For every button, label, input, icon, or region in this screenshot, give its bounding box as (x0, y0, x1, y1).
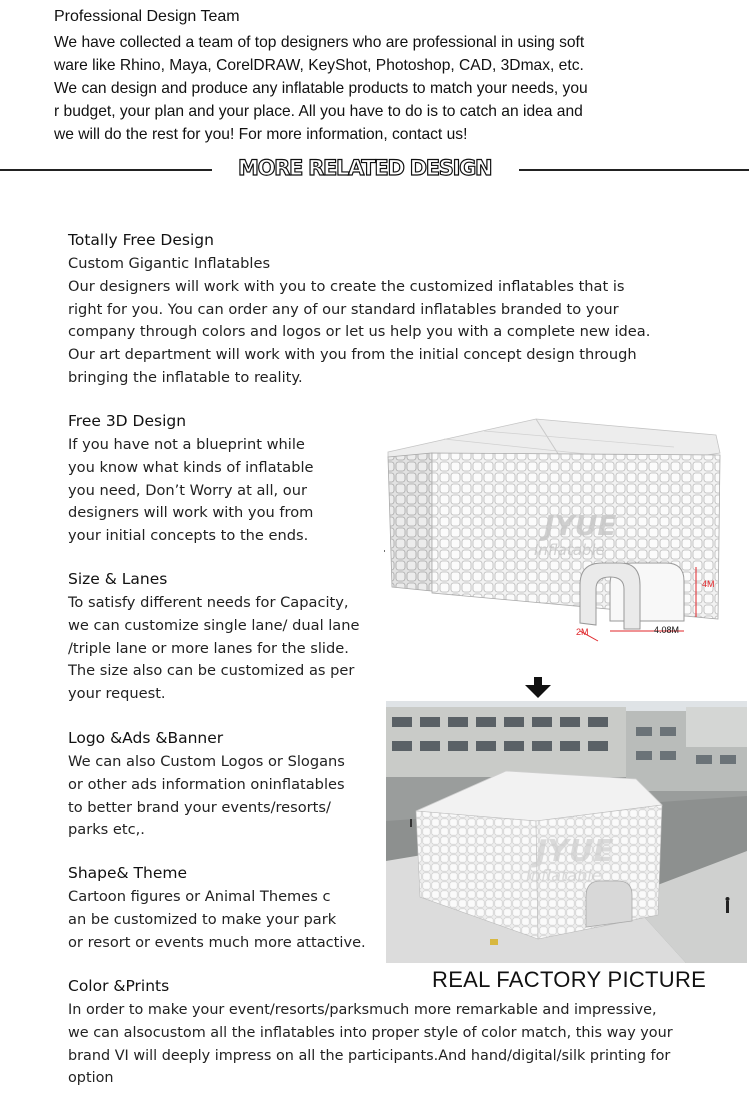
text-line: We can also Custom Logos or Slogans (68, 753, 345, 770)
render-watermark-sub: Inflatable (534, 541, 605, 559)
text-line: we can customize single lane/ dual lane (68, 616, 360, 634)
text-line: To satisfy different needs for Capacity, (68, 594, 349, 611)
text-line: Our art department will work with you from the initial concept design through (68, 346, 637, 364)
text-line: or resort or events much more attactive. (68, 933, 366, 951)
text-line: you need, Don’t Worry at all, our (68, 481, 307, 499)
intro-line: We can design and produce any inflatable products to match your needs, you (54, 80, 588, 97)
dim-height-label: 4M (702, 579, 715, 589)
text-line: we can alsocustom all the inflatables into proper style of color match, this way your (68, 1024, 673, 1041)
section-body-size-lanes (68, 592, 359, 706)
text-line: /triple lane or more lanes for the slide. (68, 639, 349, 657)
text-line: designers will work with you from (68, 504, 314, 522)
intro-title: Professional Design Team (54, 8, 240, 25)
divider-left (0, 169, 212, 171)
section-body-free-3d (68, 434, 314, 548)
text-line: or other ads information oninflatables (68, 775, 345, 793)
section-body-logo-ads (68, 751, 345, 842)
text-line: Our designers will work with you to create the customized inflatables that is (68, 277, 625, 295)
intro-paragraph (54, 31, 674, 146)
text-line: If you have not a blueprint while (68, 436, 305, 453)
text-line: an be customized to make your park (68, 910, 337, 928)
section-body-color-prints (68, 999, 673, 1090)
text-line: Custom Gigantic Inflatables (68, 255, 271, 272)
intro-line: we will do the rest for you! For more information, contact us! (54, 126, 468, 143)
section-title-color-prints: Color &Prints (68, 977, 170, 995)
render-watermark: JYUE (544, 509, 617, 542)
text-line: your request. (68, 685, 166, 703)
inflatable-3d-render (384, 395, 746, 651)
photo-watermark: JYUE (536, 834, 614, 869)
dim-width-label: 4.08M (654, 625, 680, 635)
text-line: your initial concepts to the ends. (68, 527, 309, 545)
section-title-free-3d: Free 3D Design (68, 412, 187, 430)
text-line: Cartoon figures or Animal Themes c (68, 888, 331, 905)
photo-tent-door (586, 881, 632, 927)
text-line: parks etc,. (68, 821, 145, 839)
intro-line: ware like Rhino, Maya, CorelDRAW, KeyShot, Photoshop, CAD, 3Dmax, etc. (54, 57, 584, 74)
text-line: right for you. You can order any of our standard inflatables branded to your (68, 300, 619, 318)
text-line: to better brand your events/resorts/ (68, 798, 331, 816)
more-related-design-banner: MORE RELATED DESIGN (238, 156, 492, 180)
factory-photo (386, 701, 747, 963)
text-line: bringing the inflatable to reality. (68, 368, 303, 386)
dim-depth-label: 2M (576, 627, 589, 637)
section-title-logo-ads: Logo &Ads &Banner (68, 729, 224, 747)
intro-line: r budget, your plan and your place. All you have to do is to catch an idea and (54, 103, 583, 120)
photo-watermark-sub: Inflatable (526, 866, 602, 885)
section-title-size-lanes: Size & Lanes (68, 570, 168, 588)
text-line: company through colors and logos or let us help you with a complete new idea. (68, 323, 651, 341)
text-line: you know what kinds of inflatable (68, 458, 314, 476)
divider-right (519, 169, 749, 171)
text-line: option (68, 1070, 114, 1087)
section-body-shape-theme (68, 886, 366, 954)
text-line: In order to make your event/resorts/parksmuch more remarkable and impressive, (68, 1002, 657, 1018)
text-line: brand VI will deeply impress on all the participants.And hand/digital/silk printing for (68, 1047, 671, 1064)
section-title-free-design: Totally Free Design (68, 231, 214, 249)
text-line: The size also can be customized as per (68, 662, 355, 680)
tent-left-face (388, 453, 432, 591)
intro-line: We have collected a team of top designers who are professional in using soft (54, 34, 585, 51)
section-title-shape-theme: Shape& Theme (68, 864, 188, 882)
down-arrow-icon (524, 677, 552, 699)
section-body-free-design (68, 253, 650, 390)
real-factory-picture-caption: REAL FACTORY PICTURE (432, 967, 707, 992)
